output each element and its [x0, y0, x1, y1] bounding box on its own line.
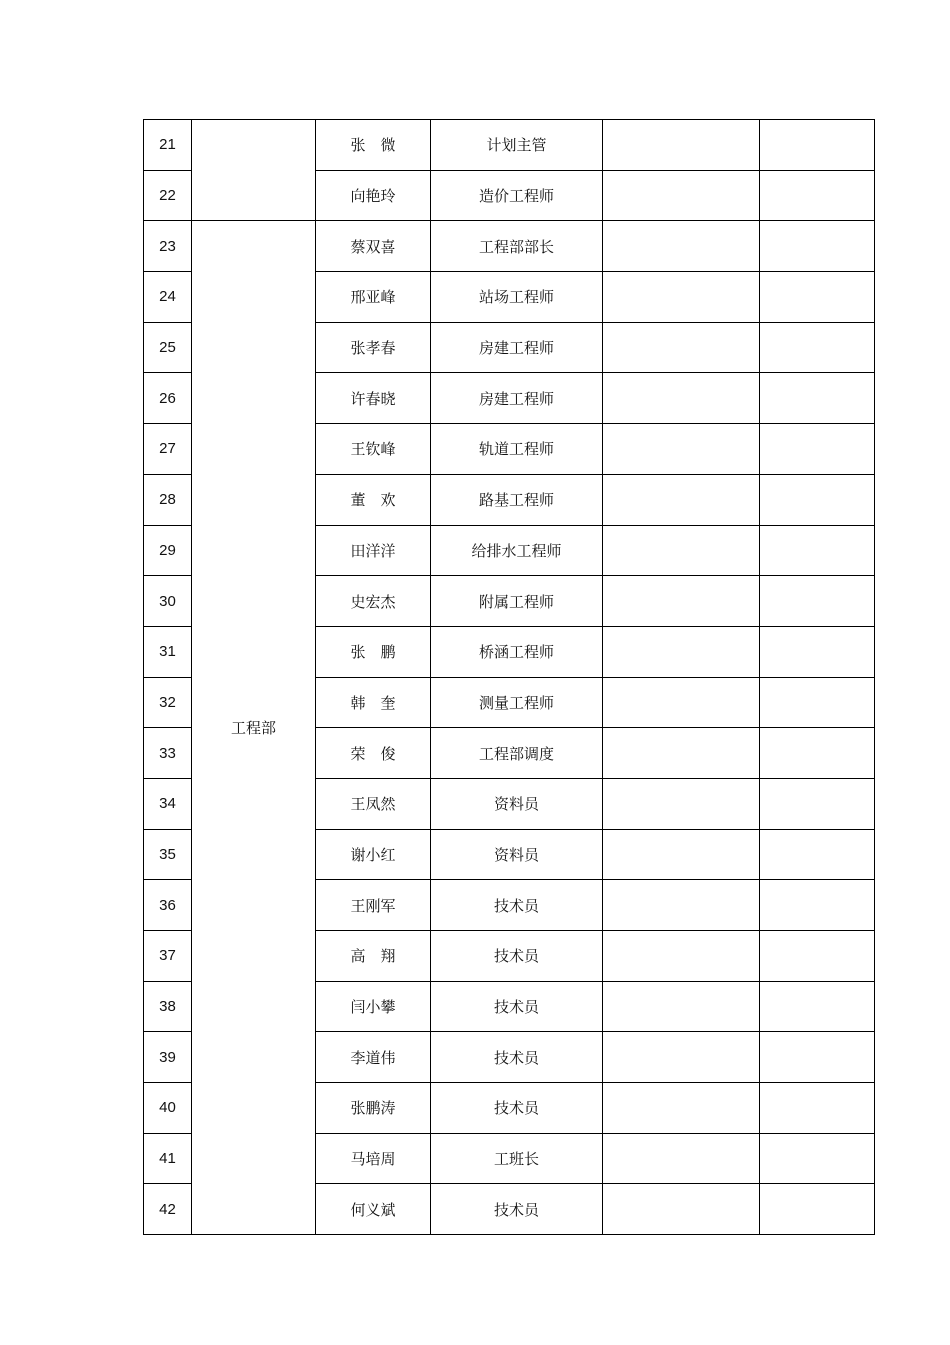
row-number-cell: 25: [144, 322, 192, 373]
staff-table: [143, 119, 875, 1235]
row-number-cell: 32: [144, 677, 192, 728]
blank-cell: [603, 1083, 760, 1134]
blank-cell: [603, 931, 760, 982]
name-cell: 闫小攀: [316, 981, 431, 1032]
row-number-cell: 36: [144, 880, 192, 931]
blank-cell: [603, 322, 760, 373]
blank-cell: [603, 626, 760, 677]
blank-cell: [760, 474, 875, 525]
position-cell: 工班长: [431, 1133, 603, 1184]
row-number-cell: 26: [144, 373, 192, 424]
table-row: [144, 221, 875, 272]
name-cell: 何义斌: [316, 1184, 431, 1235]
blank-cell: [603, 829, 760, 880]
position-cell: 工程部调度: [431, 728, 603, 779]
blank-cell: [760, 1133, 875, 1184]
blank-cell: [760, 424, 875, 475]
row-number-cell: 23: [144, 221, 192, 272]
position-cell: 轨道工程师: [431, 424, 603, 475]
blank-cell: [760, 576, 875, 627]
position-cell: 工程部部长: [431, 221, 603, 272]
position-cell: 计划主管: [431, 120, 603, 171]
blank-cell: [760, 931, 875, 982]
row-number-cell: 21: [144, 120, 192, 171]
name-cell: 张鹏涛: [316, 1083, 431, 1134]
name-cell: 张 微: [316, 120, 431, 171]
name-cell: 高 翔: [316, 931, 431, 982]
position-cell: 房建工程师: [431, 373, 603, 424]
position-cell: 技术员: [431, 880, 603, 931]
row-number-cell: 29: [144, 525, 192, 576]
blank-cell: [760, 272, 875, 323]
blank-cell: [603, 373, 760, 424]
table-row: [144, 120, 875, 171]
name-cell: 韩 奎: [316, 677, 431, 728]
blank-cell: [603, 120, 760, 171]
name-cell: 向艳玲: [316, 170, 431, 221]
blank-cell: [603, 424, 760, 475]
row-number-cell: 41: [144, 1133, 192, 1184]
row-number-cell: 34: [144, 778, 192, 829]
blank-cell: [603, 981, 760, 1032]
name-cell: 马培周: [316, 1133, 431, 1184]
position-cell: 技术员: [431, 1032, 603, 1083]
blank-cell: [603, 576, 760, 627]
position-cell: 测量工程师: [431, 677, 603, 728]
row-number-cell: 35: [144, 829, 192, 880]
name-cell: 张孝春: [316, 322, 431, 373]
blank-cell: [760, 322, 875, 373]
name-cell: 张 鹏: [316, 626, 431, 677]
position-cell: 路基工程师: [431, 474, 603, 525]
row-number-cell: 42: [144, 1184, 192, 1235]
position-cell: 桥涵工程师: [431, 626, 603, 677]
blank-cell: [603, 778, 760, 829]
row-number-cell: 24: [144, 272, 192, 323]
blank-cell: [760, 373, 875, 424]
blank-cell: [603, 525, 760, 576]
blank-cell: [760, 728, 875, 779]
blank-cell: [760, 1032, 875, 1083]
row-number-cell: 33: [144, 728, 192, 779]
name-cell: 王刚军: [316, 880, 431, 931]
roster-sheet: [143, 119, 875, 1235]
blank-cell: [603, 880, 760, 931]
blank-cell: [760, 677, 875, 728]
blank-cell: [760, 170, 875, 221]
position-cell: 房建工程师: [431, 322, 603, 373]
name-cell: 李道伟: [316, 1032, 431, 1083]
blank-cell: [760, 1083, 875, 1134]
blank-cell: [603, 1032, 760, 1083]
row-number-cell: 38: [144, 981, 192, 1032]
department-cell: [192, 120, 316, 221]
blank-cell: [603, 1133, 760, 1184]
blank-cell: [760, 626, 875, 677]
position-cell: 站场工程师: [431, 272, 603, 323]
name-cell: 史宏杰: [316, 576, 431, 627]
row-number-cell: 31: [144, 626, 192, 677]
position-cell: 技术员: [431, 1184, 603, 1235]
blank-cell: [760, 120, 875, 171]
name-cell: 王钦峰: [316, 424, 431, 475]
name-cell: 邢亚峰: [316, 272, 431, 323]
row-number-cell: 28: [144, 474, 192, 525]
name-cell: 蔡双喜: [316, 221, 431, 272]
name-cell: 谢小红: [316, 829, 431, 880]
position-cell: 附属工程师: [431, 576, 603, 627]
name-cell: 王凤然: [316, 778, 431, 829]
blank-cell: [760, 880, 875, 931]
position-cell: 技术员: [431, 931, 603, 982]
position-cell: 给排水工程师: [431, 525, 603, 576]
blank-cell: [603, 677, 760, 728]
blank-cell: [760, 221, 875, 272]
position-cell: 资料员: [431, 778, 603, 829]
row-number-cell: 30: [144, 576, 192, 627]
row-number-cell: 39: [144, 1032, 192, 1083]
blank-cell: [603, 728, 760, 779]
name-cell: 田洋洋: [316, 525, 431, 576]
staff-table-body: [144, 120, 875, 1235]
blank-cell: [760, 778, 875, 829]
blank-cell: [760, 981, 875, 1032]
blank-cell: [603, 221, 760, 272]
department-cell: 工程部: [192, 221, 316, 1235]
name-cell: 荣 俊: [316, 728, 431, 779]
position-cell: 技术员: [431, 1083, 603, 1134]
blank-cell: [603, 474, 760, 525]
row-number-cell: 27: [144, 424, 192, 475]
name-cell: 董 欢: [316, 474, 431, 525]
position-cell: 资料员: [431, 829, 603, 880]
position-cell: 造价工程师: [431, 170, 603, 221]
position-cell: 技术员: [431, 981, 603, 1032]
row-number-cell: 22: [144, 170, 192, 221]
blank-cell: [760, 1184, 875, 1235]
blank-cell: [760, 829, 875, 880]
blank-cell: [760, 525, 875, 576]
blank-cell: [603, 1184, 760, 1235]
name-cell: 许春晓: [316, 373, 431, 424]
blank-cell: [603, 170, 760, 221]
row-number-cell: 40: [144, 1083, 192, 1134]
blank-cell: [603, 272, 760, 323]
row-number-cell: 37: [144, 931, 192, 982]
